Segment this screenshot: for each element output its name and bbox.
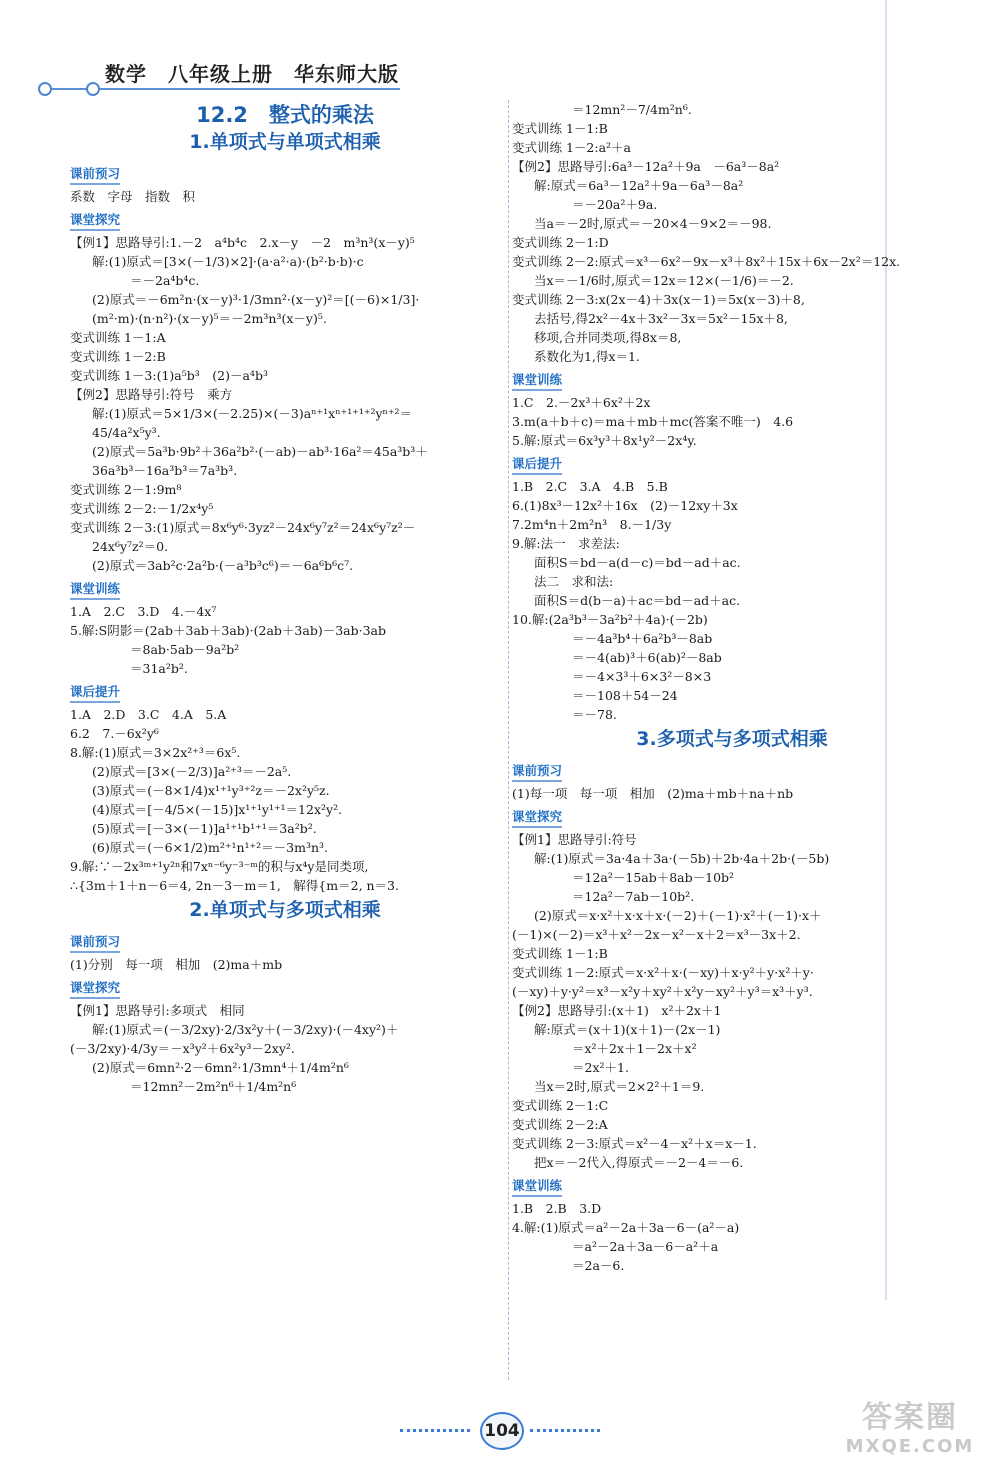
solution-line: 36a³b³－16a³b³＝7a³b³. bbox=[92, 463, 238, 478]
left-column bbox=[70, 100, 500, 1096]
solution-step: ＝12mn²－2m²n⁶＋1/4m²n⁶ bbox=[130, 1079, 297, 1094]
section-tag: 课堂探究 bbox=[70, 210, 120, 231]
answer-line: 9.解:∵－2x³ᵐ⁺¹y²ⁿ和7xⁿ⁻⁶y⁻³⁻ᵐ的积与x⁴y是同类项, bbox=[70, 859, 369, 874]
solution-line: (m²·m)·(n·n²)·(x－y)⁵＝－2m³n³(x－y)⁵. bbox=[92, 311, 327, 326]
solution-step: ＝8ab·5ab－9a²b² bbox=[130, 642, 240, 657]
tag-row bbox=[512, 366, 952, 393]
solution-line: 解:(1)原式＝5×1/3×(－2.25)×(－3)aⁿ⁺¹xⁿ⁺¹⁺¹⁺²yⁿ⁺²＝ bbox=[92, 406, 413, 421]
answer-line: 变式训练 1－3:(1)a⁵b³ (2)－a⁴b³ bbox=[70, 368, 268, 383]
answer-line: 【例1】思路导引:1.－2 a⁴b⁴c 2.x－y －2 m³n³(x－y)⁵ bbox=[70, 235, 415, 250]
solution-step: ＝a²－2a＋3a－6－a²＋a bbox=[572, 1239, 719, 1254]
tag-row bbox=[70, 678, 500, 705]
page-number: 104 bbox=[480, 1412, 524, 1450]
solution-line: 解:(1)原式＝(－3/2xy)·2/3x²y＋(－3/2xy)·(－4xy²)＋ bbox=[92, 1022, 399, 1037]
answer-line: 【例1】思路导引:符号 bbox=[512, 832, 637, 847]
solution-line: (2)原式＝3ab²c·2a²b·(－a³b³c⁶)＝－6a⁶b⁶c⁷. bbox=[92, 558, 354, 573]
subsection-title: 2.单项式与多项式相乘 bbox=[189, 899, 381, 921]
answer-line: 变式训练 2－2:原式＝x³－6x²－9x－x³＋8x²＋15x＋6x－2x²＝12x. bbox=[512, 254, 901, 269]
answer-line: 变式训练 1－2:B bbox=[70, 349, 166, 364]
solution-step: ＝－4a³b⁴＋6a²b³－8ab bbox=[572, 631, 713, 646]
solution-line: 移项,合并同类项,得8x＝8, bbox=[534, 330, 682, 345]
answer-line: 9.解:法一 求差法: bbox=[512, 536, 620, 551]
answer-line: 变式训练 2－2:－1/2x⁴y⁵ bbox=[70, 501, 214, 516]
answer-line: 1.B 2.C 3.A 4.B 5.B bbox=[512, 479, 668, 494]
answer-line: 5.解:S阴影＝(2ab＋3ab＋3ab)·(2ab＋3ab)－3ab·3ab bbox=[70, 623, 387, 638]
answer-line: 1.C 2.－2x³＋6x²＋2x bbox=[512, 395, 651, 410]
section-tag: 课堂训练 bbox=[512, 370, 562, 391]
answer-line: 1.B 2.B 3.D bbox=[512, 1201, 602, 1216]
solution-step: ＝2a－6. bbox=[572, 1258, 625, 1273]
footer-rule-right bbox=[530, 1429, 600, 1432]
answer-line: 变式训练 2－3:x(2x－4)＋3x(x－1)＝5x(x－3)＋8, bbox=[512, 292, 805, 307]
tag-row bbox=[512, 450, 952, 477]
solution-line: (2)原式＝5a³b·9b²＋36a²b²·(－ab)－ab³·16a²＝45a³b³＋ bbox=[92, 444, 428, 459]
tag-row bbox=[512, 1172, 952, 1199]
answer-line: 变式训练 1－2:a²＋a bbox=[512, 140, 632, 155]
answer-line: 6.2 7.－6x²y⁶ bbox=[70, 726, 159, 741]
solution-line: 解:(1)原式＝3a·4a＋3a·(－5b)＋2b·4a＋2b·(－5b) bbox=[534, 851, 830, 866]
solution-step: ＝－4×3³＋6×3²－8×3 bbox=[572, 669, 712, 684]
answer-line: 【例2】思路导引:符号 乘方 bbox=[70, 387, 233, 402]
solution-line: 解:(1)原式＝[3×(－1/3)×2]·(a·a²·a)·(b²·b·b)·c bbox=[92, 254, 364, 269]
section-tag: 课后提升 bbox=[70, 682, 120, 703]
solution-step: ＝－2a⁴b⁴c. bbox=[130, 273, 200, 288]
solution-line: 把x＝－2代入,得原式＝－2－4＝－6. bbox=[534, 1155, 744, 1170]
tag-row bbox=[70, 160, 500, 187]
solution-line: 当x＝－1/6时,原式＝12x＝12×(－1/6)＝－2. bbox=[534, 273, 794, 288]
section-tag: 课前预习 bbox=[70, 164, 120, 185]
answer-line: 变式训练 2－1:D bbox=[512, 235, 609, 250]
solution-line: (4)原式＝[－4/5×(－15)]x¹⁺¹y¹⁺¹＝12x²y². bbox=[92, 802, 343, 817]
answer-line: (－xy)＋y·y²＝x³－x²y＋xy²＋x²y－xy²＋y³＝x³＋y³. bbox=[512, 984, 813, 999]
solution-step: ＝12mn²－7/4m²n⁶. bbox=[572, 102, 692, 117]
subsection-title: 3.多项式与多项式相乘 bbox=[636, 728, 828, 750]
answer-line: 10.解:(2a³b³－3a²b²＋4a)·(－2b) bbox=[512, 612, 708, 627]
answer-line: 系数 字母 指数 积 bbox=[70, 189, 196, 204]
tag-row bbox=[70, 928, 500, 955]
tag-row bbox=[512, 803, 952, 830]
solution-line: 去括号,得2x²－4x＋3x²－3x＝5x²－15x＋8, bbox=[534, 311, 788, 326]
solution-line: 法二 求和法: bbox=[534, 574, 614, 589]
solution-line: (6)原式＝(－6×1/2)m²⁺¹n¹⁺²＝－3m³n³. bbox=[92, 840, 328, 855]
solution-line: (2)原式＝6mn²·2－6mn²·1/3mn⁴＋1/4m²n⁶ bbox=[92, 1060, 349, 1075]
section-tag: 课前预习 bbox=[512, 761, 562, 782]
answer-line: 变式训练 2－1:C bbox=[512, 1098, 609, 1113]
solution-line: (2)原式＝x·x²＋x·x＋x·(－2)＋(－1)·x²＋(－1)·x＋ bbox=[534, 908, 822, 923]
answer-line: (1)每一项 每一项 相加 (2)ma＋mb＋na＋nb bbox=[512, 786, 794, 801]
tag-row bbox=[512, 757, 952, 784]
answer-line: 【例2】思路导引:(x＋1) x²＋2x＋1 bbox=[512, 1003, 722, 1018]
section-tag: 课堂探究 bbox=[70, 978, 120, 999]
answer-line: 变式训练 2－2:A bbox=[512, 1117, 608, 1132]
solution-line: 解:原式＝(x＋1)(x＋1)－(2x－1) bbox=[534, 1022, 721, 1037]
footer-rule-left bbox=[400, 1429, 470, 1432]
answer-line: (－3/2xy)·4/3y＝－x³y²＋6x²y³－2xy². bbox=[70, 1041, 295, 1056]
answer-line: 4.解:(1)原式＝a²－2a＋3a－6－(a²－a) bbox=[512, 1220, 740, 1235]
right-column bbox=[512, 100, 952, 1275]
solution-line: 24x⁶y⁷z²＝0. bbox=[92, 539, 169, 554]
solution-step: ＝12a²－7ab－10b². bbox=[572, 889, 695, 904]
section-tag: 课堂探究 bbox=[512, 807, 562, 828]
solution-step: ＝x²＋2x＋1－2x＋x² bbox=[572, 1041, 697, 1056]
column-divider bbox=[508, 100, 510, 1380]
page-footer bbox=[400, 1410, 600, 1450]
solution-line: (3)原式＝(－8×1/4)x¹⁺¹y³⁺²z＝－2x²y⁵z. bbox=[92, 783, 330, 798]
answer-line: 7.2m⁴n＋2m²n³ 8.－1/3y bbox=[512, 517, 672, 532]
solution-line: 45/4a²x⁵y³. bbox=[92, 425, 161, 440]
answer-line: 变式训练 1－2:原式＝x·x²＋x·(－xy)＋x·y²＋y·x²＋y· bbox=[512, 965, 814, 980]
subsection-title: 1.单项式与单项式相乘 bbox=[189, 131, 381, 153]
watermark-logo bbox=[830, 1400, 990, 1465]
solution-line: 面积S＝d(b－a)＋ac＝bd－ad＋ac. bbox=[534, 593, 741, 608]
solution-step: ＝31a²b². bbox=[130, 661, 188, 676]
answer-line: 8.解:(1)原式＝3×2x²⁺³＝6x⁵. bbox=[70, 745, 241, 760]
solution-step: ＝2x²＋1. bbox=[572, 1060, 629, 1075]
solution-step: ＝12a²－15ab＋8ab－10b² bbox=[572, 870, 735, 885]
answer-line: 变式训练 2－3:原式＝x²－4－x²＋x＝x－1. bbox=[512, 1136, 757, 1151]
solution-step: ＝－20a²＋9a. bbox=[572, 197, 658, 212]
solution-step: ＝－78. bbox=[572, 707, 617, 722]
solution-line: (5)原式＝[－3×(－1)]a¹⁺¹b¹⁺¹＝3a²b². bbox=[92, 821, 317, 836]
tag-row bbox=[70, 575, 500, 602]
answer-line: 【例1】思路导引:多项式 相同 bbox=[70, 1003, 245, 1018]
watermark-url: MXQE.COM bbox=[845, 1436, 975, 1457]
answer-line: 【例2】思路导引:6a³－12a²＋9a －6a³－8a² bbox=[512, 159, 780, 174]
answer-line: 变式训练 2－3:(1)原式＝8x⁶y⁶·3yz²－24x⁶y⁷z²＝24x⁶y⁷z²－ bbox=[70, 520, 416, 535]
answer-line: 6.(1)8x³－12x²＋16x (2)－12xy＋3x bbox=[512, 498, 738, 513]
header-dot-right bbox=[86, 82, 100, 96]
tag-row bbox=[70, 206, 500, 233]
solution-line: 面积S＝bd－a(d－c)＝bd－ad＋ac. bbox=[534, 555, 741, 570]
section-tag: 课后提升 bbox=[512, 454, 562, 475]
header-dot-left bbox=[38, 82, 52, 96]
section-title: 12.2 整式的乘法 bbox=[196, 103, 374, 127]
section-tag: 课前预习 bbox=[70, 932, 120, 953]
solution-line: 当x＝2时,原式＝2×2²＋1＝9. bbox=[534, 1079, 705, 1094]
book-title: 数学 八年级上册 华东师大版 bbox=[105, 62, 399, 86]
solution-line: 系数化为1,得x＝1. bbox=[534, 349, 640, 364]
answer-line: (1)分别 每一项 相加 (2)ma＋mb bbox=[70, 957, 283, 972]
solution-line: 解:原式＝6a³－12a²＋9a－6a³－8a² bbox=[534, 178, 744, 193]
answer-line: 1.A 2.D 3.C 4.A 5.A bbox=[70, 707, 227, 722]
answer-line: 变式训练 1－1:A bbox=[70, 330, 166, 345]
solution-line: (2)原式＝[3×(－2/3)]a²⁺³＝－2a⁵. bbox=[92, 764, 292, 779]
watermark-text: 答案圈 bbox=[862, 1400, 958, 1435]
answer-line: 变式训练 2－1:9m⁸ bbox=[70, 482, 182, 497]
answer-line: (－1)×(－2)＝x³＋x²－2x－x²－x＋2＝x³－3x＋2. bbox=[512, 927, 801, 942]
solution-line: 当a＝－2时,原式＝－20×4－9×2＝－98. bbox=[534, 216, 772, 231]
solution-step: ＝－108＋54－24 bbox=[572, 688, 678, 703]
section-tag: 课堂训练 bbox=[512, 1176, 562, 1197]
answer-line: ∴{3m＋1＋n－6＝4, 2n－3－m＝1, 解得{m＝2, n＝3. bbox=[70, 878, 399, 893]
solution-line: (2)原式＝－6m²n·(x－y)³·1/3mn²·(x－y)²＝[(－6)×1/3]· bbox=[92, 292, 420, 307]
answer-line: 变式训练 1－1:B bbox=[512, 946, 608, 961]
tag-row bbox=[70, 974, 500, 1001]
answer-line: 变式训练 1－1:B bbox=[512, 121, 608, 136]
answer-line: 3.m(a＋b＋c)＝ma＋mb＋mc(答案不唯一) 4.6 bbox=[512, 414, 794, 429]
answer-line: 1.A 2.C 3.D 4.－4x⁷ bbox=[70, 604, 217, 619]
page-header bbox=[0, 0, 1000, 110]
solution-step: ＝－4(ab)³＋6(ab)²－8ab bbox=[572, 650, 722, 665]
answer-line: 5.解:原式＝6x³y³＋8x¹y²－2x⁴y. bbox=[512, 433, 697, 448]
section-tag: 课堂训练 bbox=[70, 579, 120, 600]
